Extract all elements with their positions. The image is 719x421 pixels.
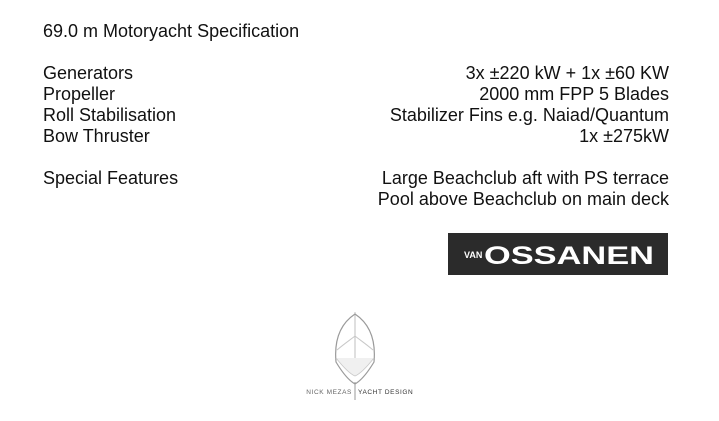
logo-prefix: VAN [464, 250, 483, 260]
page-title: 69.0 m Motoryacht Specification [43, 21, 300, 41]
special-features-label: Special Features [43, 168, 179, 188]
spec-value: Stabilizer Fins e.g. Naiad/Quantum [389, 105, 669, 125]
builder-logo [448, 233, 668, 275]
spec-row-roll-stabilisation [43, 105, 669, 126]
spec-label: Roll Stabilisation [43, 105, 177, 125]
spec-label: Generators [43, 63, 134, 83]
designer-logo [300, 310, 430, 410]
feature-item: Large Beachclub aft with PS terrace [381, 168, 669, 188]
spec-list [43, 63, 669, 147]
spec-value: 1x ±275kW [579, 126, 669, 146]
bow-outline-icon [336, 312, 375, 400]
spec-row-propeller [43, 84, 669, 105]
logo-name: OSSANEN [484, 242, 654, 270]
designer-name: NICK MEZAS [306, 389, 352, 396]
special-features-values [378, 168, 669, 210]
spec-label: Bow Thruster [43, 126, 150, 146]
spec-value: 3x ±220 kW + 1x ±60 KW [465, 63, 669, 83]
spec-label: Propeller [43, 84, 116, 104]
special-features [43, 168, 669, 210]
spec-row-generators [43, 63, 669, 84]
feature-item: Pool above Beachclub on main deck [377, 189, 669, 209]
spec-value: 2000 mm FPP 5 Blades [479, 84, 669, 104]
spec-row-bow-thruster [43, 126, 669, 147]
designer-tagline: YACHT DESIGN [358, 389, 414, 396]
